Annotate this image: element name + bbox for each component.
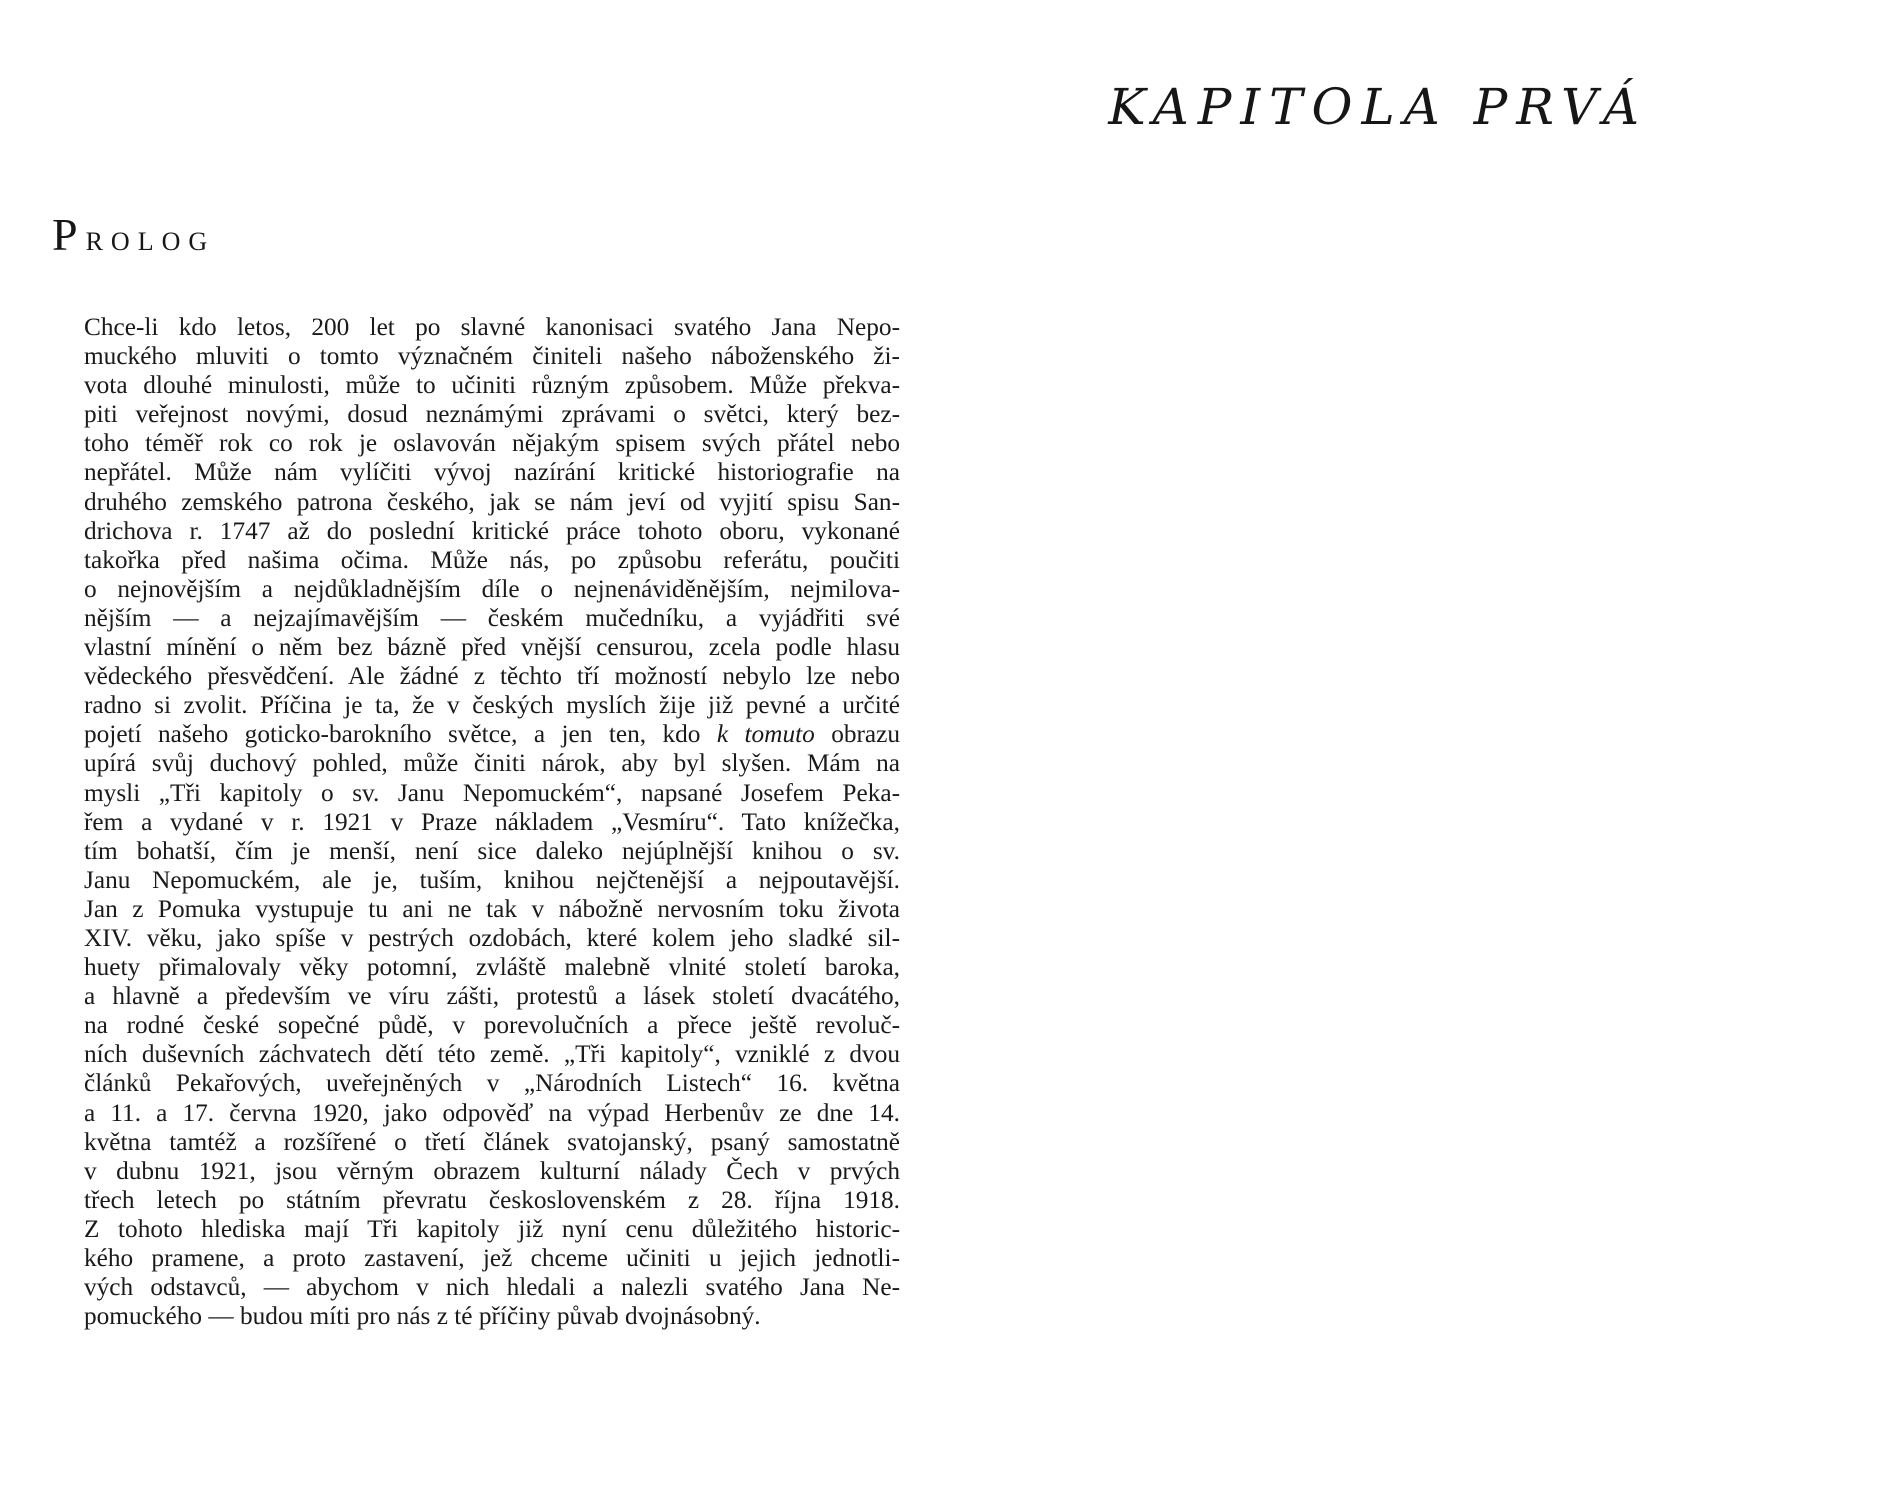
text-line: vota dlouhé minulosti, může to učiniti různým způsobem. Může překva- — [84, 371, 900, 400]
text-line: muckého mluviti o tomto význačném činiteli našeho náboženského ži- — [84, 342, 900, 371]
text-line-part: pojetí našeho goticko-barokního světce, a jen ten, kdo — [84, 720, 701, 749]
text-line: druhého zemského patrona českého, jak se nám jeví od vyjití spisu San- — [84, 487, 900, 516]
text-line: článků Pekařových, uveřejněných v „Národních Listech“ 16. května — [84, 1069, 900, 1098]
text-line-with-italic — [84, 720, 900, 749]
italic-emphasis: k tomuto — [716, 720, 815, 749]
text-line: nepřátel. Může nám vylíčiti vývoj nazírání kritické historiografie na — [84, 458, 900, 487]
text-line: v dubnu 1921, jsou věrným obrazem kulturní nálady Čech v prvých — [84, 1156, 900, 1185]
text-line-last: pomuckého — budou míti pro nás z té příčiny půvab dvojnásobný. — [84, 1302, 761, 1331]
text-line: o nejnovějším a nejdůkladnějším díle o nejnenáviděnějším, nejmilova- — [84, 574, 900, 603]
text-line: vědeckého přesvědčení. Ale žádné z těchto tří možností nebylo lze nebo — [84, 662, 900, 691]
text-line: XIV. věku, jako spíše v pestrých ozdobách, které kolem jeho sladké sil- — [84, 923, 900, 952]
body-text — [84, 313, 900, 1331]
chapter-title: KAPITOLA PRVÁ — [1108, 78, 1648, 136]
text-line: a 11. a 17. června 1920, jako odpověď na výpad Herbenův ze dne 14. — [84, 1098, 900, 1127]
text-line: května tamtéž a rozšířené o třetí článek svatojanský, psaný samostatně — [84, 1127, 900, 1156]
section-heading — [52, 209, 216, 260]
text-line: tím bohatší, čím je menší, není sice daleko nejúplnější knihou o sv. — [84, 836, 900, 865]
text-line: nějším — a nejzajímavějším — českém mučedníku, a vyjádřiti své — [84, 603, 900, 632]
text-line: drichova r. 1747 až do poslední kritické práce tohoto oboru, vykonané — [84, 516, 900, 545]
text-line: na rodné české sopečné půdě, v porevolučních a přece ještě revoluč- — [84, 1011, 900, 1040]
text-line: kého pramene, a proto zastavení, jež chceme učiniti u jejich jednotli- — [84, 1244, 900, 1272]
text-line: huety přimalovaly věky potomní, zvláště malebně vlnité století baroka, — [84, 953, 900, 982]
text-line: vých odstavců, — abychom v nich hledali a nalezli svatého Jana Ne- — [84, 1273, 900, 1302]
text-line: Chce-li kdo letos, 200 let po slavné kanonisaci svatého Jana Nepo- — [84, 313, 900, 341]
text-line: vlastní mínění o něm bez bázně před vnější censurou, zcela podle hlasu — [84, 633, 900, 662]
text-line: radno si zvolit. Příčina je ta, že v českých myslích žije již pevné a určité — [84, 691, 900, 720]
text-line: mysli „Tři kapitoly o sv. Janu Nepomuckém“, napsané Josefem Peka- — [84, 778, 900, 807]
section-heading-initial: P — [52, 209, 80, 260]
text-line: řem a vydané v r. 1921 v Praze nákladem „Vesmíru“. Tato knížečka, — [84, 807, 900, 836]
right-page — [942, 0, 1884, 1500]
text-line: takořka před našima očima. Může nás, po způsobu referátu, poučiti — [84, 545, 900, 574]
text-line: Z tohoto hlediska mají Tři kapitoly již nyní cenu důležitého historic- — [84, 1214, 900, 1243]
text-line: ních duševních záchvatech dětí této země. „Tři kapitoly“, vzniklé z dvou — [84, 1040, 900, 1069]
text-line-part: obrazu — [831, 720, 901, 749]
text-line: piti veřejnost novými, dosud neznámými zprávami o světci, který bez- — [84, 400, 900, 429]
text-line: třech letech po státním převratu československém z 28. října 1918. — [84, 1185, 900, 1214]
section-heading-rest: ROLOG — [85, 227, 216, 256]
text-line: a hlavně a především ve víru zášti, protestů a lásek století dvacátého, — [84, 982, 900, 1011]
text-line: Jan z Pomuka vystupuje tu ani ne tak v nábožně nervosním toku života — [84, 894, 900, 923]
text-line: Janu Nepomuckém, ale je, tuším, knihou nejčtenější a nejpoutavější. — [84, 865, 900, 894]
text-line: toho téměř rok co rok je oslavován nějakým spisem svých přátel nebo — [84, 429, 900, 458]
text-line: upírá svůj duchový pohled, může činiti nárok, aby byl slyšen. Mám na — [84, 749, 900, 778]
